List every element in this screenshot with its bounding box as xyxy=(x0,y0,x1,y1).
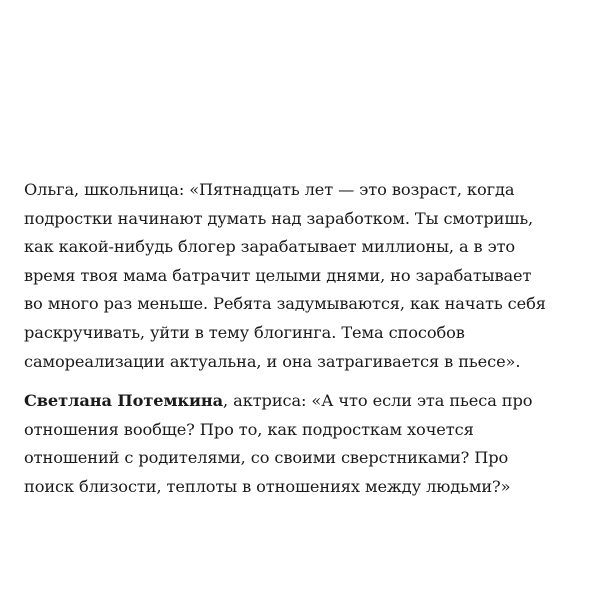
quote-paragraph-olga xyxy=(24,176,614,376)
text-line: во много раз меньше. Ребята задумываются, как начать себя xyxy=(24,294,546,314)
text-line: отношения вообще? Про то, как подросткам хочется xyxy=(24,419,474,439)
text-line xyxy=(24,387,614,416)
quote-paragraph-svetlana xyxy=(24,387,614,501)
text-line: время твоя мама батрачит целыми днями, но зарабатывает xyxy=(24,265,532,285)
text-line: поиск близости, теплоты в отношениях между людьми?» xyxy=(24,476,511,496)
text-line: раскручивать, уйти в тему блогинга. Тема способов xyxy=(24,322,465,342)
speaker-role-and-quote-start: , актриса: «А что если эта пьеса про xyxy=(223,391,533,410)
speaker-name: Светлана Потемкина xyxy=(24,391,224,410)
text-line: как какой-нибудь блогер зарабатывает миллионы, а в это xyxy=(24,237,516,257)
text-line: подростки начинают думать над заработком. Ты смотришь, xyxy=(24,208,534,228)
text-line: Ольга, школьница: «Пятнадцать лет — это возраст, когда xyxy=(24,180,515,199)
text-line: самореализации актуальна, и она затрагивается в пьесе». xyxy=(24,351,521,371)
text-line: отношений с родителями, со своими сверстниками? Про xyxy=(24,448,509,468)
